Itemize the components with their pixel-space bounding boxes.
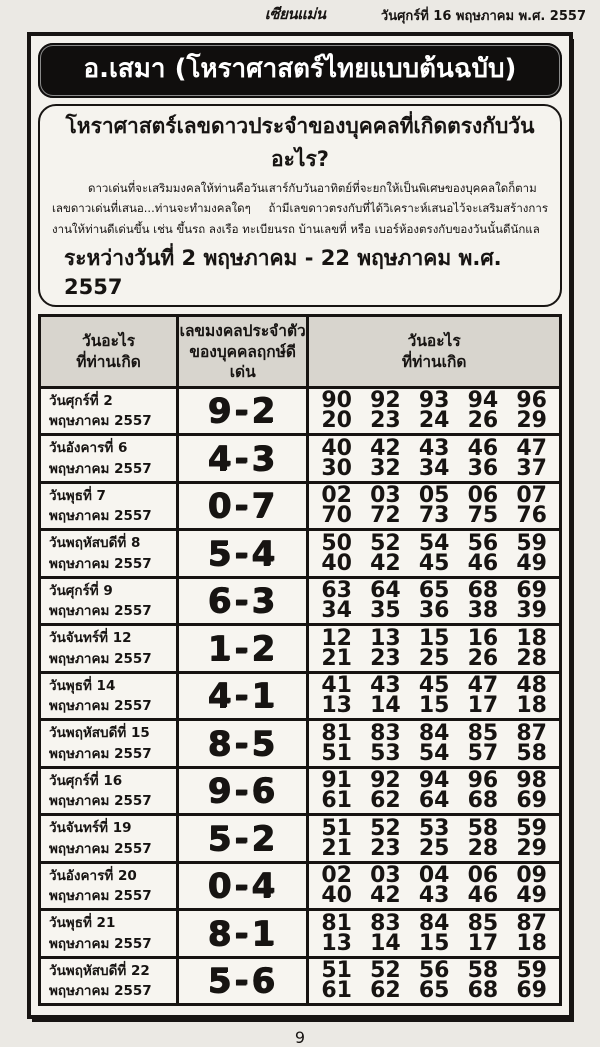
lucky-number: 43 (418, 435, 450, 461)
lucky-number: 16 (467, 625, 499, 651)
lucky-number: 83 (370, 910, 401, 936)
header-lucky-pair-line2: ของบุคคลฤกษ์ดีเด่น (189, 342, 296, 381)
lucky-number: 47 (467, 673, 499, 699)
birth-day-line: วันพฤหัสบดีที่ 8 (49, 535, 141, 552)
birth-month-line: พฤษภาคม 2557 (49, 555, 152, 572)
birth-day-cell (40, 387, 178, 435)
lucky-numbers-cell (308, 530, 561, 578)
lucky-number: 94 (467, 388, 499, 414)
birth-month-line: พฤษภาคม 2557 (49, 603, 152, 620)
lucky-number: 26 (467, 408, 499, 434)
lucky-number: 75 (467, 503, 499, 529)
lucky-number: 17 (467, 693, 499, 719)
lucky-number: 65 (418, 578, 450, 604)
lucky-number: 87 (516, 910, 547, 936)
lucky-table-body (40, 387, 561, 1005)
table-row (40, 720, 561, 768)
birth-month-line: พฤษภาคม 2557 (49, 650, 152, 667)
birth-day-line: วันพุธที่ 21 (49, 915, 116, 932)
lucky-pair-cell (178, 435, 308, 483)
birth-day-line: วันอังคารที่ 20 (49, 867, 137, 884)
lucky-number: 58 (467, 958, 499, 984)
lucky-number: 47 (516, 435, 547, 461)
lucky-number: 40 (321, 435, 352, 461)
lucky-pair-cell (178, 530, 308, 578)
lucky-numbers-line2 (321, 693, 547, 719)
lucky-pair-cell (178, 957, 308, 1005)
lucky-number: 54 (418, 530, 450, 556)
birth-day-cell (40, 482, 178, 530)
table-row (40, 625, 561, 673)
lucky-number: 23 (370, 645, 401, 671)
lucky-number: 18 (516, 625, 547, 651)
masthead (0, 0, 600, 28)
lucky-number: 43 (370, 673, 401, 699)
birth-month-line: พฤษภาคม 2557 (49, 840, 152, 857)
birth-day-line: วันศุกร์ที่ 2 (49, 392, 113, 409)
lucky-number: 53 (370, 740, 401, 766)
lucky-pair-cell (178, 815, 308, 863)
lucky-number: 58 (516, 740, 547, 766)
lucky-number: 25 (418, 645, 450, 671)
table-row (40, 482, 561, 530)
lucky-number: 76 (516, 503, 547, 529)
table-row (40, 577, 561, 625)
lucky-pair-value: 4-3 (207, 438, 278, 479)
lucky-number: 05 (418, 483, 450, 509)
lucky-number: 24 (418, 408, 450, 434)
table-row (40, 767, 561, 815)
lucky-number: 63 (321, 578, 352, 604)
lucky-number: 15 (418, 693, 450, 719)
birth-month-line: พฤษภาคม 2557 (49, 935, 152, 952)
lucky-number: 41 (321, 673, 352, 699)
birth-month-line: พฤษภาคม 2557 (49, 983, 152, 1000)
intro-box (38, 104, 562, 307)
lucky-number: 26 (467, 645, 499, 671)
lucky-pair-cell (178, 625, 308, 673)
lucky-number: 42 (370, 435, 401, 461)
lucky-number: 13 (321, 693, 352, 719)
lucky-number: 25 (418, 835, 450, 861)
lucky-numbers-line2 (321, 598, 547, 624)
header-lucky-pair (178, 316, 308, 387)
lucky-number: 45 (418, 673, 450, 699)
lucky-numbers-line1 (321, 958, 547, 984)
lucky-number: 36 (467, 455, 499, 481)
lucky-numbers-line2 (321, 978, 547, 1004)
lucky-number: 15 (418, 930, 450, 956)
lucky-numbers-line2 (321, 740, 547, 766)
lucky-number: 65 (418, 978, 450, 1004)
intro-heading: โหราศาสตร์เลขดาวประจำของบุคคลที่เกิดตรงกับวันอะไร? (65, 114, 535, 171)
lucky-number: 34 (321, 598, 352, 624)
lucky-number: 36 (418, 598, 450, 624)
lucky-number: 18 (516, 930, 547, 956)
lucky-number: 23 (370, 835, 401, 861)
lucky-number: 56 (418, 958, 450, 984)
lucky-numbers-line2 (321, 645, 547, 671)
table-row (40, 862, 561, 910)
lucky-numbers-cell (308, 767, 561, 815)
birth-day-cell (40, 957, 178, 1005)
lucky-number: 69 (516, 578, 547, 604)
birth-month-line: พฤษภาคม 2557 (49, 888, 152, 905)
lucky-number: 68 (467, 578, 499, 604)
lucky-number: 29 (516, 408, 547, 434)
lucky-pair-value: 5-4 (207, 533, 278, 574)
lucky-number: 91 (321, 768, 352, 794)
lucky-number: 68 (467, 788, 499, 814)
lucky-number: 13 (321, 930, 352, 956)
lucky-number: 37 (516, 455, 547, 481)
lucky-number: 62 (370, 788, 401, 814)
birth-day-line: วันศุกร์ที่ 9 (49, 582, 113, 599)
table-row (40, 957, 561, 1005)
lucky-pair-cell (178, 577, 308, 625)
lucky-pair-value: 0-7 (207, 486, 278, 527)
table-row (40, 910, 561, 958)
lucky-pair-value: 5-2 (207, 818, 278, 859)
lucky-number: 59 (516, 958, 547, 984)
lucky-number: 35 (370, 598, 401, 624)
page-number: 9 (294, 1028, 306, 1047)
lucky-number: 50 (321, 530, 352, 556)
lucky-numbers-cell (308, 720, 561, 768)
lucky-number: 42 (370, 550, 401, 576)
lucky-numbers-cell (308, 672, 561, 720)
lucky-number: 81 (321, 720, 352, 746)
lucky-numbers-line2 (321, 883, 547, 909)
lucky-number: 49 (516, 550, 547, 576)
lucky-number: 43 (418, 883, 450, 909)
lucky-number: 49 (516, 883, 547, 909)
lucky-number: 23 (370, 408, 401, 434)
birth-month-line: พฤษภาคม 2557 (49, 698, 152, 715)
birth-day-cell (40, 720, 178, 768)
newspaper-logo: เซียนแม่น (264, 5, 326, 23)
lucky-number: 81 (321, 910, 352, 936)
lucky-number: 59 (516, 815, 547, 841)
lucky-number: 12 (321, 625, 352, 651)
lucky-pair-cell (178, 387, 308, 435)
lucky-numbers-line2 (321, 455, 547, 481)
lucky-pair-value: 1-2 (207, 628, 278, 669)
lucky-numbers-line1 (321, 910, 547, 936)
lucky-numbers-cell (308, 387, 561, 435)
lucky-numbers-line2 (321, 408, 547, 434)
lucky-number: 53 (418, 815, 450, 841)
birth-month-line: พฤษภาคม 2557 (49, 460, 152, 477)
lucky-number: 03 (370, 483, 401, 509)
lucky-number: 73 (418, 503, 450, 529)
lucky-number: 46 (467, 883, 499, 909)
lucky-number: 28 (516, 645, 547, 671)
lucky-number: 61 (321, 978, 352, 1004)
lucky-numbers-cell (308, 910, 561, 958)
header-birth-day-line2: ที่ท่านเกิด (76, 352, 141, 371)
lucky-number: 51 (321, 815, 352, 841)
intro-body-text: ดาวเด่นที่จะเสริมมงคลให้ท่านคือวันเสาร์กับวันอาทิตย์ที่จะยกให้เป็นพิเศษของบุคคลใดก็ตามเลขดาวเด่นที่เสนอ...ท่านจะทำมงคลใดๆ ถ้ามีเลขดาวตรงกับที่ได้วิเคราะห์เสนอไว้จะเสริมสร้างการงานให้ท่านดีเด่นขึ้น เช่น ขึ้นรถ ลงเรือ ทะเบียนรถ บ้านเลขที่ หรือ เบอร์ห้องตรงกับของวันนั้นดีนักแล (52, 181, 548, 236)
lucky-number: 04 (418, 863, 450, 889)
birth-day-cell (40, 815, 178, 863)
lucky-table-head (40, 316, 561, 387)
lucky-number: 68 (467, 978, 499, 1004)
lucky-number: 45 (418, 550, 450, 576)
lucky-number: 51 (321, 740, 352, 766)
lucky-pair-value: 9-2 (207, 391, 278, 432)
table-row (40, 815, 561, 863)
lucky-number: 46 (467, 550, 499, 576)
lucky-number: 42 (370, 883, 401, 909)
lucky-number: 58 (467, 815, 499, 841)
birth-day-line: วันจันทร์ที่ 19 (49, 820, 132, 837)
lucky-number: 40 (321, 883, 352, 909)
birth-day-line: วันจันทร์ที่ 12 (49, 630, 132, 647)
lucky-number: 93 (418, 388, 450, 414)
lucky-number: 62 (370, 978, 401, 1004)
lucky-numbers-cell (308, 815, 561, 863)
lucky-number: 56 (467, 530, 499, 556)
lucky-number: 09 (516, 863, 547, 889)
header-row (40, 316, 561, 387)
lucky-pair-value: 6-3 (207, 581, 278, 622)
lucky-number-table (38, 314, 562, 1006)
table-row (40, 530, 561, 578)
header-birth-day (40, 316, 178, 387)
lucky-numbers-line2 (321, 550, 547, 576)
lucky-number: 84 (418, 720, 450, 746)
lucky-number: 34 (418, 455, 450, 481)
header-birth-day-line1: วันอะไร (82, 332, 136, 351)
birth-month-line: พฤษภาคม 2557 (49, 745, 152, 762)
lucky-number: 70 (321, 503, 352, 529)
lucky-number: 52 (370, 958, 401, 984)
header-numbers-line1: วันอะไร (407, 332, 461, 351)
lucky-number: 18 (516, 693, 547, 719)
lucky-number: 92 (370, 388, 401, 414)
lucky-number: 06 (467, 863, 499, 889)
birth-day-cell (40, 767, 178, 815)
lucky-pair-value: 8-5 (207, 723, 278, 764)
lucky-number: 28 (467, 835, 499, 861)
birth-month-line: พฤษภาคม 2557 (49, 793, 152, 810)
birth-month-line: พฤษภาคม 2557 (49, 413, 152, 430)
birth-month-line: พฤษภาคม 2557 (49, 508, 152, 525)
lucky-pair-value: 5-6 (207, 961, 278, 1002)
lucky-number: 96 (467, 768, 499, 794)
birth-day-cell (40, 625, 178, 673)
birth-day-line: วันพฤหัสบดีที่ 15 (49, 725, 150, 742)
table-row (40, 672, 561, 720)
lucky-number: 85 (467, 720, 499, 746)
lucky-number: 39 (516, 598, 547, 624)
lucky-number: 02 (321, 483, 352, 509)
lucky-number: 61 (321, 788, 352, 814)
date-range-line: ระหว่างวันที่ 2 พฤษภาคม - 22 พฤษภาคม พ.ศ. 2557 (64, 246, 502, 300)
lucky-number: 07 (516, 483, 547, 509)
lucky-number: 87 (516, 720, 547, 746)
lucky-numbers-cell (308, 577, 561, 625)
header-numbers (308, 316, 561, 387)
lucky-pair-cell (178, 482, 308, 530)
lucky-number: 59 (516, 530, 547, 556)
lucky-number: 94 (418, 768, 450, 794)
lucky-number: 69 (516, 788, 547, 814)
lucky-number: 54 (418, 740, 450, 766)
birth-day-cell (40, 910, 178, 958)
lucky-number: 06 (467, 483, 499, 509)
table-row (40, 435, 561, 483)
lucky-number: 92 (370, 768, 401, 794)
birth-day-cell (40, 530, 178, 578)
table-row (40, 387, 561, 435)
lucky-number: 52 (370, 530, 401, 556)
lucky-number: 02 (321, 863, 352, 889)
birth-day-line: วันศุกร์ที่ 16 (49, 772, 123, 789)
lucky-number: 46 (467, 435, 499, 461)
lucky-numbers-cell (308, 862, 561, 910)
lucky-number: 20 (321, 408, 352, 434)
birth-day-line: วันพุธที่ 14 (49, 677, 116, 694)
issue-date: วันศุกร์ที่ 16 พฤษภาคม พ.ศ. 2557 (380, 9, 586, 24)
lucky-number: 90 (321, 388, 352, 414)
lucky-numbers-cell (308, 957, 561, 1005)
lucky-number: 21 (321, 835, 352, 861)
lucky-numbers-cell (308, 625, 561, 673)
content-frame (27, 32, 573, 1019)
birth-day-cell (40, 862, 178, 910)
lucky-number: 96 (516, 388, 547, 414)
lucky-numbers-line2 (321, 788, 547, 814)
lucky-number: 29 (516, 835, 547, 861)
birth-day-line: วันพฤหัสบดีที่ 22 (49, 962, 150, 979)
lucky-number: 64 (370, 578, 401, 604)
lucky-number: 38 (467, 598, 499, 624)
lucky-number: 14 (370, 930, 401, 956)
lucky-number: 32 (370, 455, 401, 481)
lucky-number: 15 (418, 625, 450, 651)
lucky-number: 17 (467, 930, 499, 956)
lucky-pair-cell (178, 767, 308, 815)
title-banner: อ.เสมา (โหราศาสตร์ไทยแบบต้นฉบับ) (38, 43, 562, 98)
lucky-number: 84 (418, 910, 450, 936)
lucky-number: 83 (370, 720, 401, 746)
lucky-numbers-line2 (321, 930, 547, 956)
lucky-number: 64 (418, 788, 450, 814)
lucky-pair-cell (178, 910, 308, 958)
birth-day-cell (40, 672, 178, 720)
lucky-pair-value: 4-1 (207, 676, 278, 717)
lucky-numbers-cell (308, 435, 561, 483)
lucky-number: 30 (321, 455, 352, 481)
lucky-pair-value: 0-4 (207, 866, 278, 907)
lucky-number: 48 (516, 673, 547, 699)
birth-day-cell (40, 577, 178, 625)
lucky-number: 98 (516, 768, 547, 794)
lucky-pair-cell (178, 720, 308, 768)
lucky-number: 21 (321, 645, 352, 671)
lucky-number: 40 (321, 550, 352, 576)
lucky-pair-cell (178, 672, 308, 720)
lucky-numbers-line2 (321, 835, 547, 861)
birth-day-line: วันอังคารที่ 6 (49, 440, 128, 457)
lucky-pair-value: 9-6 (207, 771, 278, 812)
lucky-number: 69 (516, 978, 547, 1004)
lucky-numbers-line1 (321, 863, 547, 889)
lucky-number: 57 (467, 740, 499, 766)
lucky-number: 14 (370, 693, 401, 719)
lucky-number: 13 (370, 625, 401, 651)
lucky-number: 72 (370, 503, 401, 529)
lucky-number: 85 (467, 910, 499, 936)
lucky-number: 52 (370, 815, 401, 841)
header-numbers-line2: ที่ท่านเกิด (401, 352, 467, 371)
header-lucky-pair-line1: เลขมงคลประจำตัว (179, 322, 306, 341)
lucky-numbers-cell (308, 482, 561, 530)
lucky-number: 51 (321, 958, 352, 984)
birth-day-line: วันพุธที่ 7 (49, 487, 106, 504)
birth-day-cell (40, 435, 178, 483)
lucky-number: 03 (370, 863, 401, 889)
lucky-pair-cell (178, 862, 308, 910)
lucky-numbers-line2 (321, 503, 547, 529)
lucky-pair-value: 8-1 (207, 913, 278, 954)
